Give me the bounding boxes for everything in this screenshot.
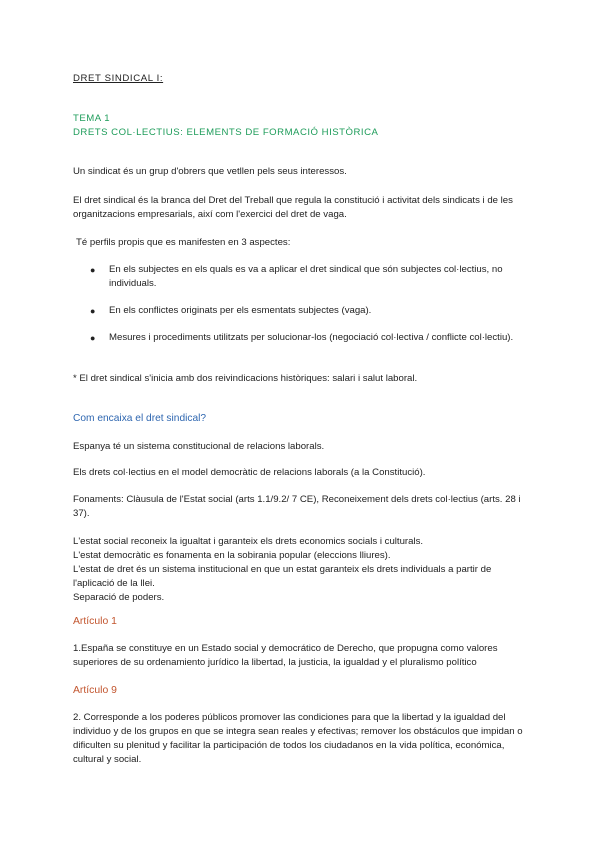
paragraph-drets-collectius: Els drets col·lectius en el model democràtic de relacions laborals (a la Constitució). bbox=[73, 467, 426, 478]
article-9-text: 2. Corresponde a los poderes públicos promover las condiciones para que la libertad y la igualdad del individuo y de los grupos en que se integra sean reales y efectivas; remover los obstáculos que impidan o dificulten su plenitud y facilitar la participación de todos los ciudadanos en la vida política, económica, cultural y social. bbox=[73, 712, 523, 765]
paragraph-dret-sindical: El dret sindical és la branca del Dret del Treball que regula la constitució i activitat dels sindicats i de les organitzacions empresarials, així com l'exercici del dret de vaga. bbox=[73, 195, 513, 220]
estat-line: L'estat social reconeix la igualtat i garanteix els drets economics socials i culturals. bbox=[73, 536, 424, 547]
note-historic: * El dret sindical s'inicia amb dos reivindicacions històriques: salari i salut laboral. bbox=[73, 373, 418, 384]
estat-line: L'estat democràtic es fonamenta en la sobirania popular (eleccions lliures). bbox=[73, 550, 391, 561]
tema-title: DRETS COL·LECTIUS: ELEMENTS DE FORMACIÓ HISTÒRICA bbox=[73, 127, 379, 138]
bullet-icon: ● bbox=[90, 265, 96, 275]
estat-line: Separació de poders. bbox=[73, 592, 165, 603]
list-item-text: Mesures i procediments utilitzats per solucionar-los (negociació col·lectiva / conflicte col·lectiu). bbox=[109, 332, 514, 343]
paragraph-sistema: Espanya té un sistema constitucional de relacions laborals. bbox=[73, 441, 325, 452]
bullet-icon: ● bbox=[90, 306, 96, 316]
paragraph-estat bbox=[73, 535, 533, 605]
doc-title: DRET SINDICAL I: bbox=[73, 73, 164, 84]
article-1-text: 1.España se constituye en un Estado social y democrático de Derecho, que propugna como valores superiores de su ordenamiento jurídico la libertad, la justicia, la igualdad y el pluralismo político bbox=[73, 643, 498, 668]
heading-encaixa: Com encaixa el dret sindical? bbox=[73, 413, 207, 424]
article-1-title: Artículo 1 bbox=[73, 616, 117, 627]
article-9-title: Artículo 9 bbox=[73, 685, 117, 696]
list-item-text: En els conflictes originats per els esmentats subjectes (vaga). bbox=[109, 305, 372, 316]
tema-number: TEMA 1 bbox=[73, 113, 111, 124]
estat-line: L'estat de dret és un sistema institucional en que un estat garanteix els drets individuals a partir de l'aplicació de la llei. bbox=[73, 564, 492, 589]
list-item-text: En els subjectes en els quals es va a aplicar el dret sindical que són subjectes col·lectius, no individuals. bbox=[109, 264, 503, 289]
paragraph-perfils: Té perfils propis que es manifesten en 3 aspectes: bbox=[76, 237, 291, 248]
paragraph-fonaments: Fonaments: Clàusula de l'Estat social (arts 1.1/9.2/ 7 CE), Reconeixement dels drets col·lectius (arts. 28 i 37). bbox=[73, 494, 521, 519]
paragraph-definition: Un sindicat és un grup d'obrers que vetllen pels seus interessos. bbox=[73, 166, 347, 177]
bullet-icon: ● bbox=[90, 333, 96, 343]
